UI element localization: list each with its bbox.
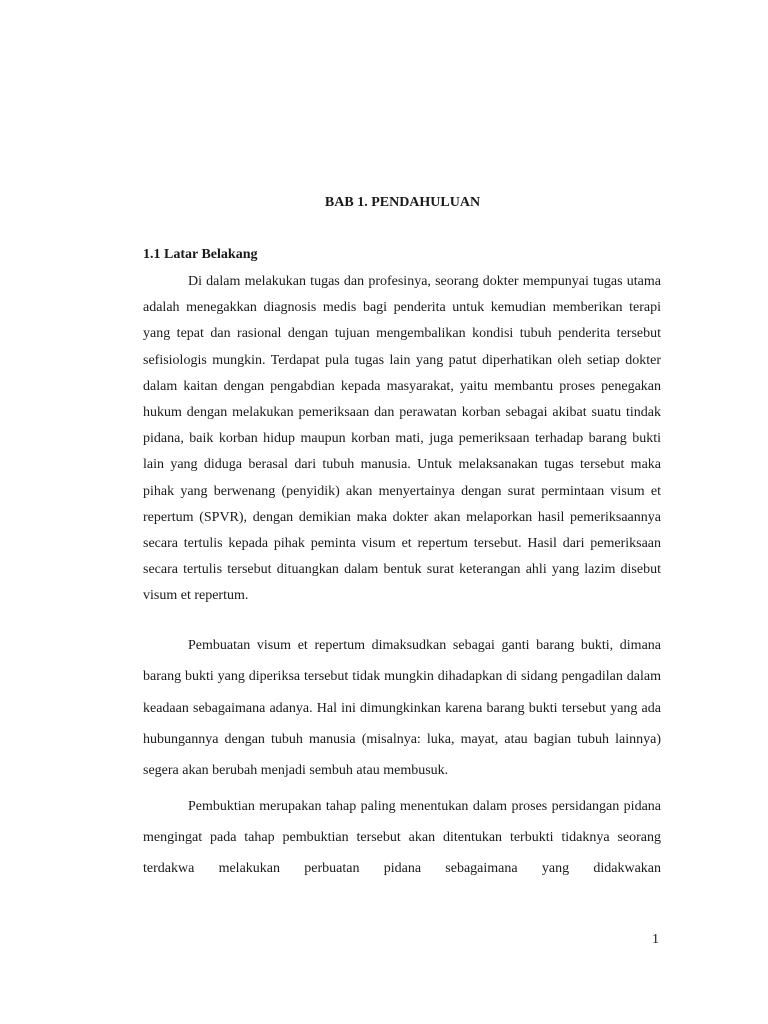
section-heading: 1.1 Latar Belakang <box>143 247 258 262</box>
page-number: 1 <box>652 932 659 947</box>
body-paragraph: Pembuatan visum et repertum dimaksudkan sebagai ganti barang bukti, dimana barang bukti yang diperiksa tersebut tidak mungkin dihadapkan di sidang pengadilan dalam keadaan sebagaimana adanya. Hal ini dimungkinkan karena barang bukti tersebut yang ada hubungannya dengan tubuh manusia (misalnya: luka, mayat, atau bagian tubuh lainnya) segera akan berubah menjadi sembuh atau membusuk. <box>143 638 661 779</box>
chapter-title: BAB 1. PENDAHULUAN <box>324 195 481 210</box>
body-paragraph: Pembuktian merupakan tahap paling menentukan dalam proses persidangan pidana mengingat pada tahap pembuktian tersebut akan ditentukan terbukti tidaknya seorang terdakwa melakukan perbuatan pidana sebagaimana yang didakwakan <box>143 799 661 877</box>
body-paragraph: Di dalam melakukan tugas dan profesinya, seorang dokter mempunyai tugas utama adalah menegakkan diagnosis medis bagi penderita untuk kemudian memberikan terapi yang tepat dan rasional dengan tujuan mengembalikan kondisi tubuh penderita tersebut sefisiologis mungkin. Terdapat pula tugas lain yang patut diperhatikan oleh setiap dokter dalam kaitan dengan pengabdian kepada masyarakat, yaitu membantu proses penegakan hukum dengan melakukan pemeriksaan dan perawatan korban sebagai akibat suatu tindak pidana, baik korban hidup maupun korban mati, juga pemeriksaan terhadap barang bukti lain yang diduga berasal dari tubuh manusia. Untuk melaksanakan tugas tersebut maka pihak yang berwenang (penyidik) akan menyertainya dengan surat permintaan visum et repertum (SPVR), dengan demikian maka dokter akan melaporkan hasil pemeriksaannya secara tertulis kepada pihak peminta visum et repertum tersebut. Hasil dari pemeriksaan secara tertulis tersebut dituangkan dalam bentuk surat keterangan ahli yang lazim disebut visum et repertum. <box>143 274 661 604</box>
